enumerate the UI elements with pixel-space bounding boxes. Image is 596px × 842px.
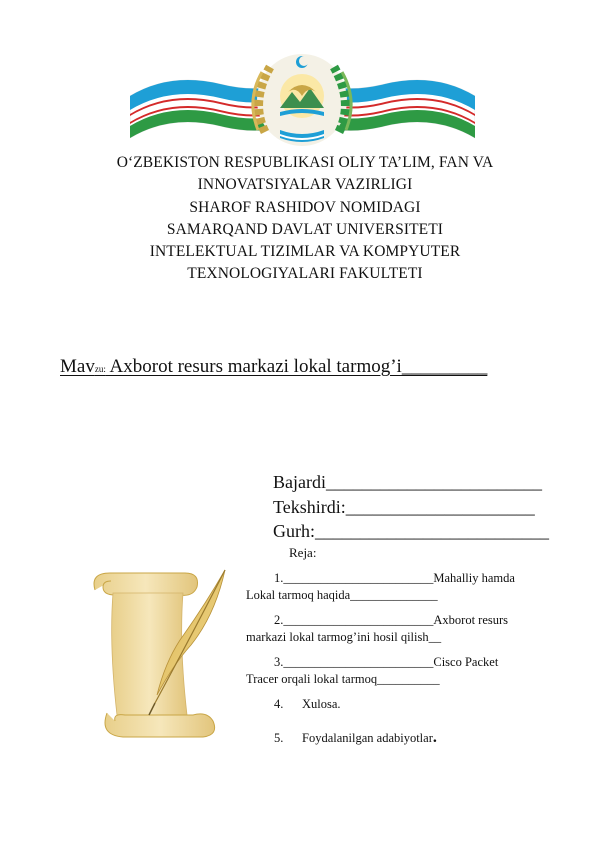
plan-title: Reja: xyxy=(289,545,317,560)
state-emblem-banner xyxy=(130,52,475,147)
checked-by-field: Tekshirdi:_____________________ xyxy=(273,496,535,517)
group-field: Gurh:__________________________ xyxy=(273,521,549,541)
plan-item-4-text: Xulosa. xyxy=(302,697,341,711)
topic-title: Axborot resurs markazi lokal tarmog’i_________ xyxy=(105,356,488,377)
plan-item-3-line-2: Tracer orqali lokal tarmoq__________ xyxy=(246,672,440,686)
plan-list xyxy=(246,570,561,763)
performed-by-field: Bajardi________________________ xyxy=(273,472,542,492)
header-line-faculty-1: INTELEKTUAL TIZIMLAR VA KOMPYUTER xyxy=(149,243,461,261)
plan-item-1 xyxy=(246,570,561,604)
plan-item-1-line-1: 1.________________________Mahalliy hamda xyxy=(274,571,515,585)
institution-header xyxy=(40,152,570,286)
header-line-ministry-1: O‘ZBEKISTON RESPUBLIKASI OLIY TA’LIM, FAN VA xyxy=(116,154,494,171)
header-line-university: SAMARQAND DAVLAT UNIVERSITETI xyxy=(166,220,444,238)
header-line-named-after: SHAROF RASHIDOV NOMIDAGI xyxy=(189,198,421,216)
header-line-faculty-2: TEXNOLOGIYALARI FAKULTETI xyxy=(187,265,423,283)
plan-item-1-line-2: Lokal tarmoq haqida______________ xyxy=(246,588,438,602)
topic-prefix: Mav xyxy=(60,356,95,377)
topic-line xyxy=(60,356,487,378)
plan-item-2-line-2: markazi lokal tarmog’ini hosil qilish__ xyxy=(246,630,442,644)
plan-item-5-number: 5. xyxy=(274,731,284,745)
plan-item-4-number: 4. xyxy=(274,697,284,711)
plan-item-3 xyxy=(246,654,561,688)
topic-prefix-small: zu: xyxy=(94,364,106,374)
plan-item-3-line-1: 3.________________________Cisco Packet xyxy=(274,655,499,669)
plan-item-2 xyxy=(246,612,561,646)
plan-item-2-line-1: 2.________________________Axborot resurs xyxy=(274,613,509,627)
plan-item-5-text: Foydalanilgan adabiyotlar xyxy=(302,731,433,745)
signoff-block xyxy=(273,470,549,544)
scroll-quill-illustration xyxy=(85,565,235,750)
plan-item-5 xyxy=(246,729,561,747)
plan-item-4 xyxy=(246,696,561,713)
plan-item-5-end: . xyxy=(432,729,437,746)
header-line-ministry-2: INNOVATSIYALAR VAZIRLIGI xyxy=(197,176,413,194)
